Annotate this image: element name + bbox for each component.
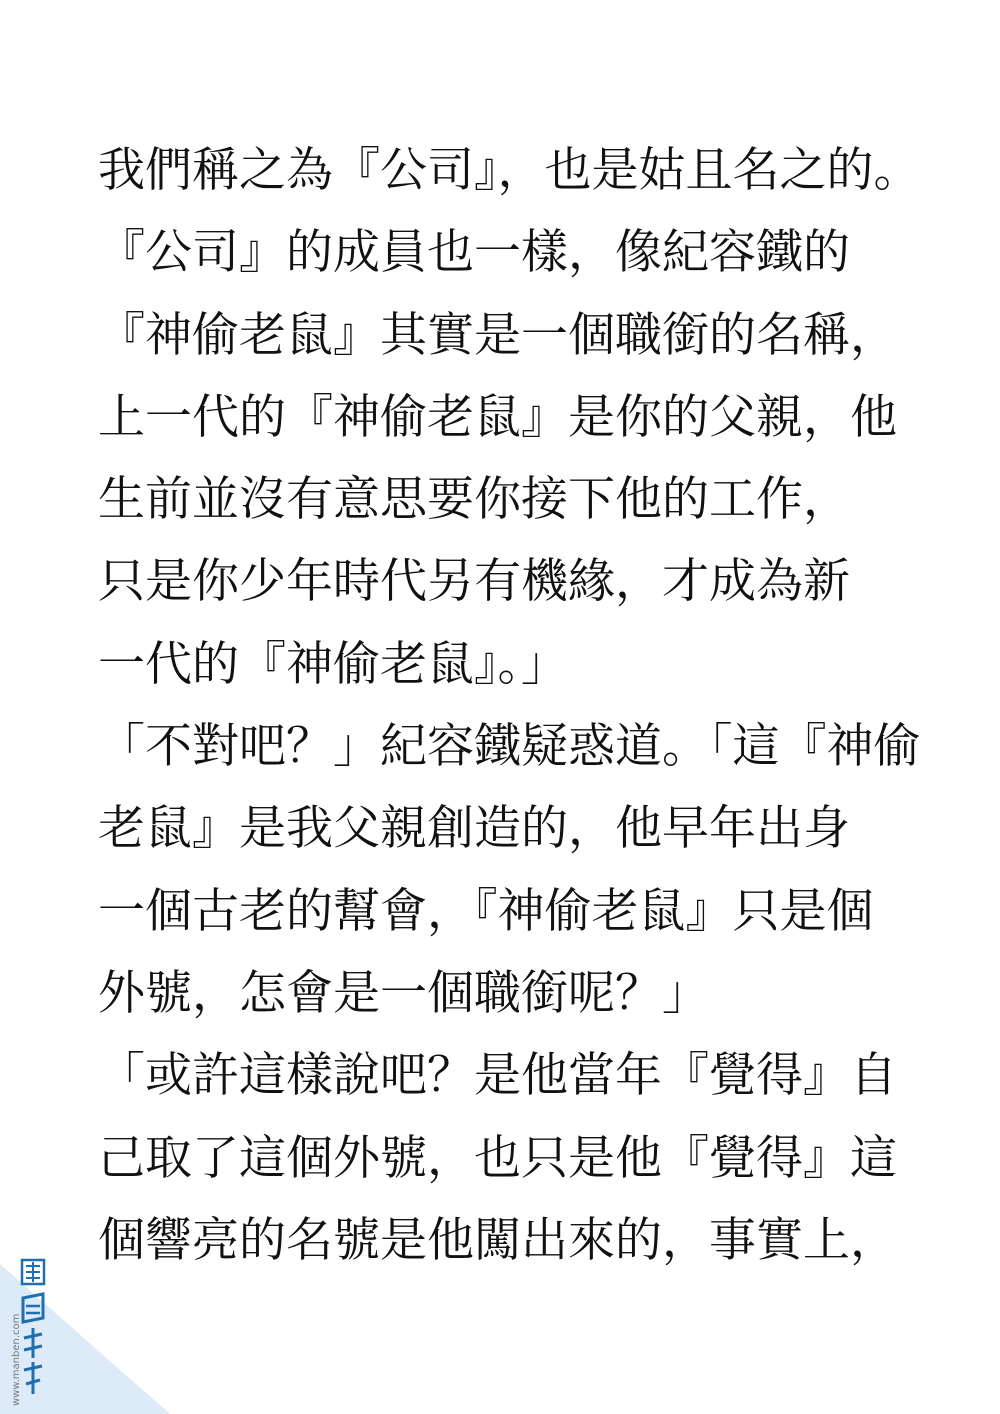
text-line: 外號，怎會是一個職銜呢？」 [98, 965, 709, 1021]
text-line: 上一代的『神偷老鼠』是你的父親，他 [98, 389, 897, 445]
text-line: 一代的『神偷老鼠』。」 [98, 636, 568, 692]
text-line: 「或許這樣說吧？是他當年『覺得』自 [98, 1048, 897, 1104]
watermark-logo-icon [18, 1258, 48, 1408]
body-text [98, 130, 978, 1282]
text-line: 我們稱之為『公司』，也是姑且名之的。 [98, 143, 921, 198]
text-line: 『神偷老鼠』其實是一個職銜的名稱， [98, 307, 897, 363]
text-line: 「不對吧？」紀容鐵疑惑道。「這『神偷 [98, 719, 921, 775]
text-line: 個響亮的名號是他闖出來的，事實上， [98, 1212, 897, 1268]
text-line: 一個古老的幫會，『神偷老鼠』只是個 [98, 883, 874, 939]
text-line: 『公司』的成員也一樣，像紀容鐵的 [98, 225, 850, 281]
text-line: 老鼠』是我父親創造的，他早年出身 [98, 801, 850, 857]
text-line: 生前並沒有意思要你接下他的工作， [98, 472, 850, 528]
text-line: 只是你少年時代另有機緣，才成為新 [98, 554, 850, 610]
watermark-url: www.manben.com [11, 1313, 22, 1406]
text-line: 己取了這個外號，也只是他『覺得』這 [98, 1130, 897, 1186]
